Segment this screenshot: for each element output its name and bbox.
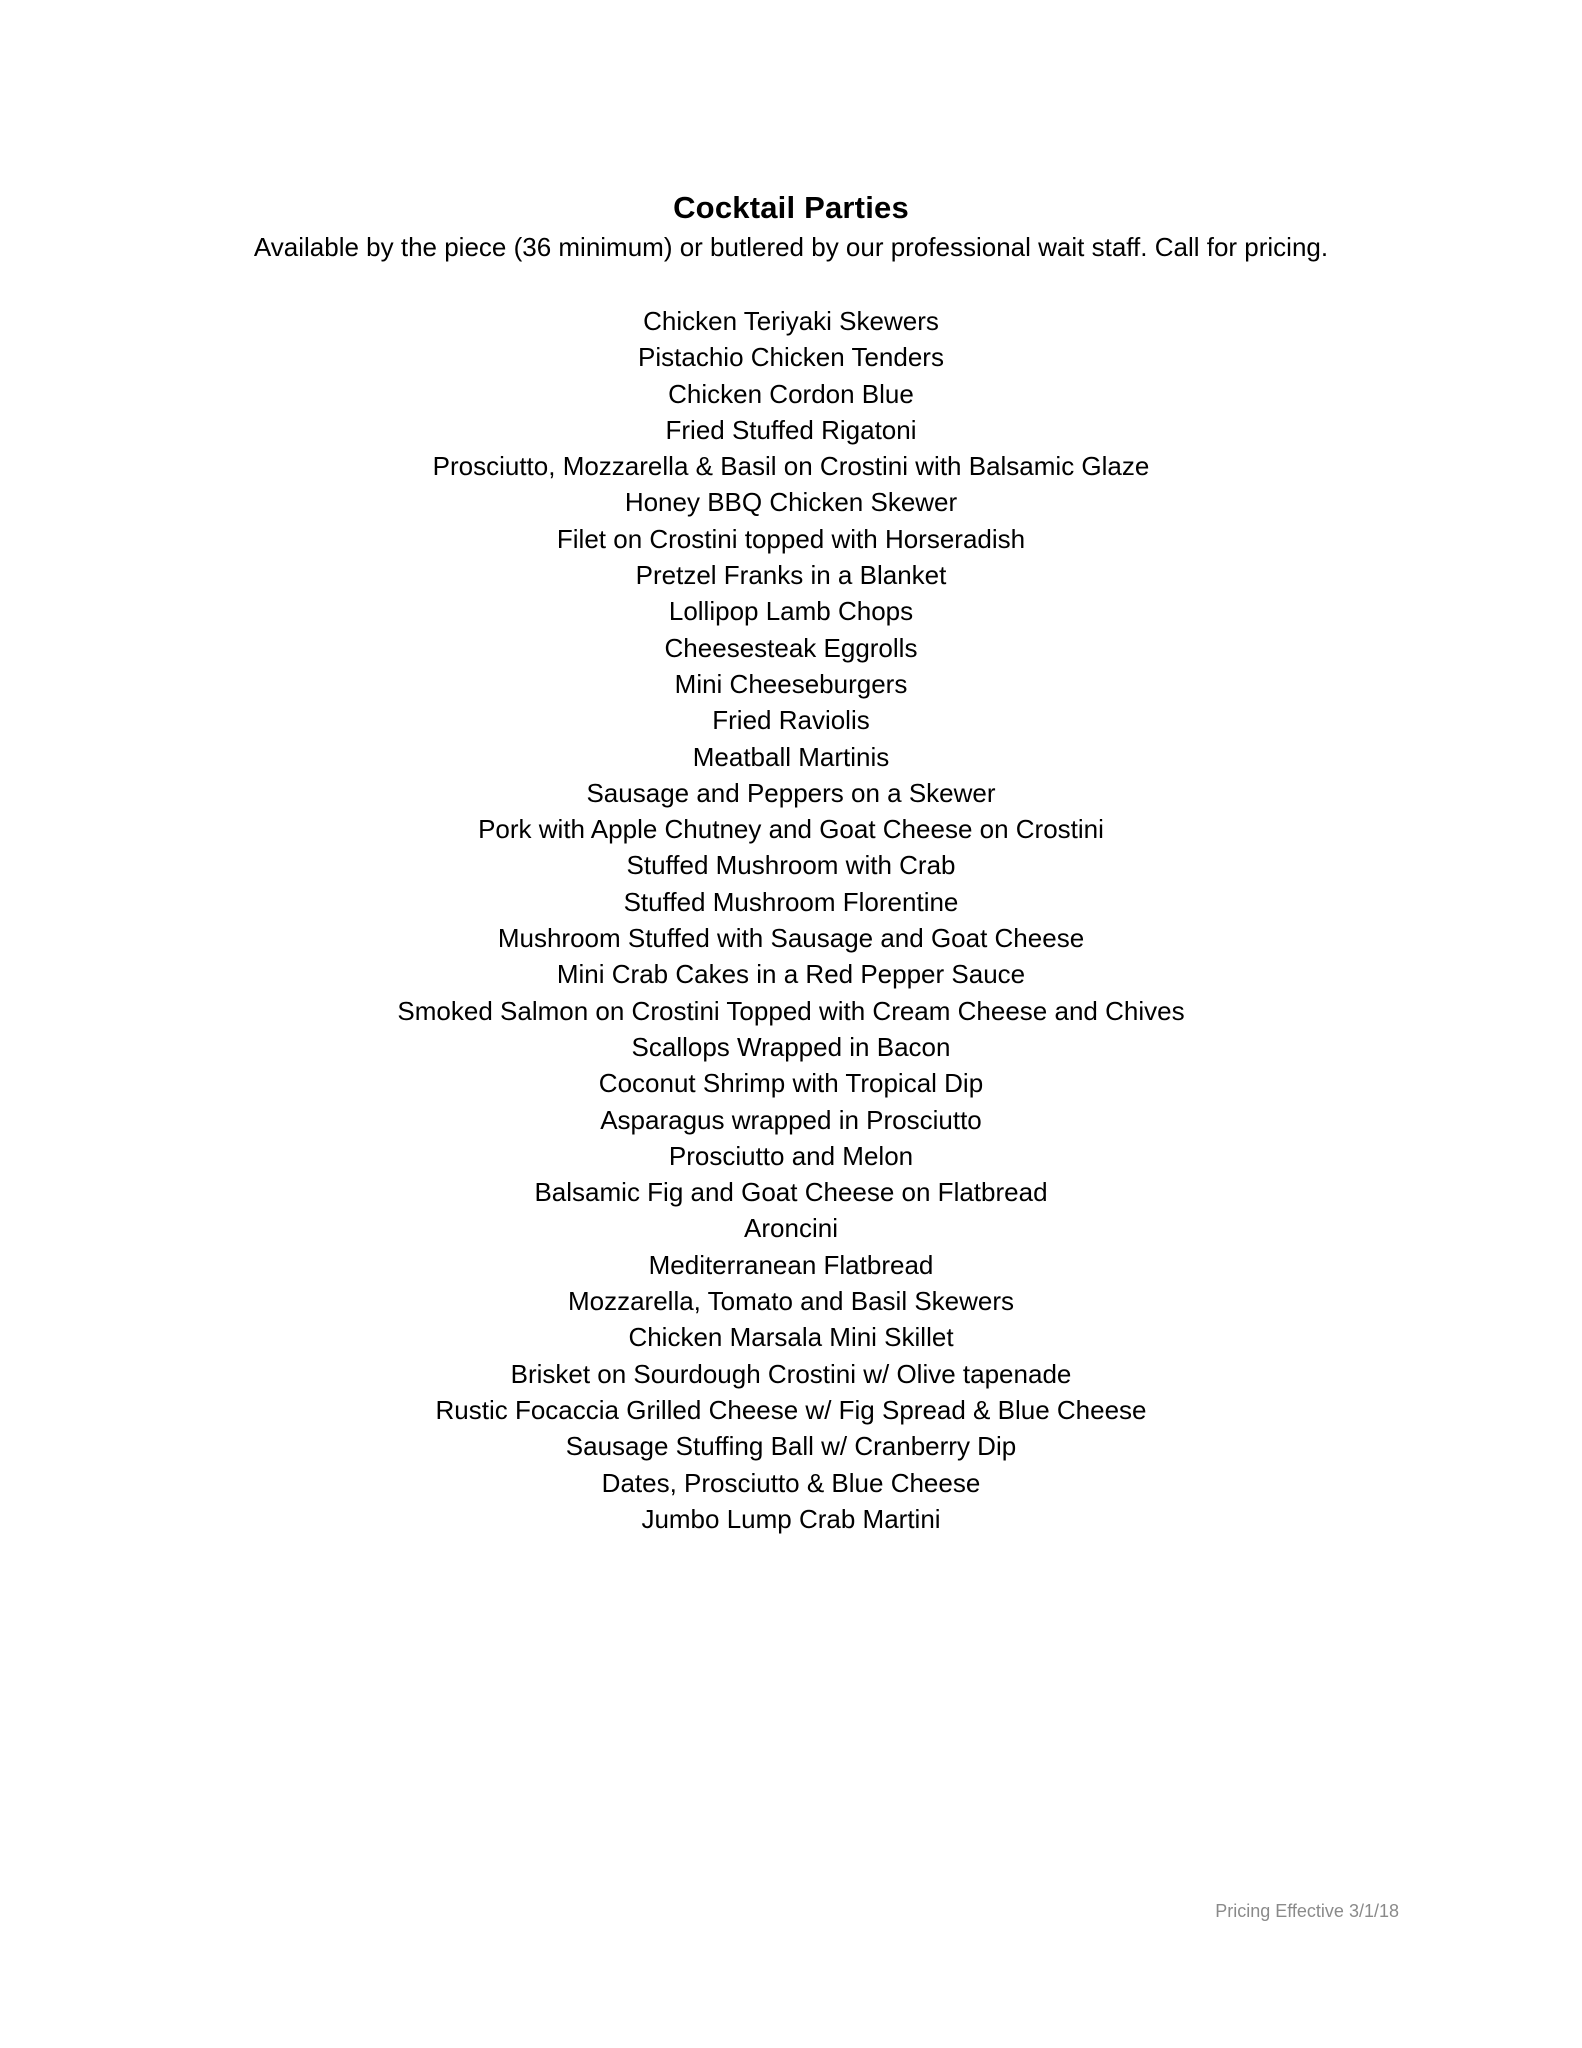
list-item: Scallops Wrapped in Bacon [631,1031,951,1062]
list-item: Brisket on Sourdough Crostini w/ Olive tapenade [510,1358,1072,1389]
list-item: Mushroom Stuffed with Sausage and Goat Cheese [497,923,1085,954]
list-item: Chicken Cordon Blue [668,378,914,409]
list-item: Chicken Marsala Mini Skillet [628,1322,954,1353]
list-item: Cheesesteak Eggrolls [664,632,918,663]
list-item: Pork with Apple Chutney and Goat Cheese on Crostini [478,814,1104,845]
list-item: Prosciutto, Mozzarella & Basil on Crostini with Balsamic Glaze [432,451,1150,482]
list-item: Mediterranean Flatbread [648,1249,934,1280]
list-item: Mini Crab Cakes in a Red Pepper Sauce [556,959,1026,990]
list-item: Stuffed Mushroom Florentine [623,886,959,917]
menu-item-list [0,303,1582,1537]
list-item: Pistachio Chicken Tenders [638,342,944,373]
list-item: Fried Raviolis [712,705,870,736]
list-item: Balsamic Fig and Goat Cheese on Flatbread [534,1177,1048,1208]
list-item: Mozzarella, Tomato and Basil Skewers [567,1286,1015,1317]
list-item: Sausage Stuffing Ball w/ Cranberry Dip [565,1431,1017,1462]
list-item: Stuffed Mushroom with Crab [626,850,956,881]
list-item: Pretzel Franks in a Blanket [635,560,947,591]
page-title: Cocktail Parties [673,190,909,225]
list-item: Filet on Crostini topped with Horseradish [556,523,1026,554]
page-subtitle: Available by the piece (36 minimum) or butlered by our professional wait staff. Call for pricing. [253,232,1329,262]
pricing-footer: Pricing Effective 3/1/18 [1215,1901,1399,1921]
list-item: Smoked Salmon on Crostini Topped with Cream Cheese and Chives [397,995,1185,1026]
list-item: Honey BBQ Chicken Skewer [624,487,958,518]
list-item: Aroncini [744,1213,838,1244]
list-item: Asparagus wrapped in Prosciutto [600,1104,982,1135]
list-item: Coconut Shrimp with Tropical Dip [598,1068,984,1099]
list-item: Fried Stuffed Rigatoni [665,414,917,445]
list-item: Prosciutto and Melon [668,1140,914,1171]
list-item: Sausage and Peppers on a Skewer [586,777,996,808]
list-item: Meatball Martinis [692,741,890,772]
list-item: Mini Cheeseburgers [674,668,908,699]
list-item: Rustic Focaccia Grilled Cheese w/ Fig Spread & Blue Cheese [435,1394,1147,1425]
list-item: Lollipop Lamb Chops [668,596,914,627]
list-item: Jumbo Lump Crab Martini [641,1503,941,1534]
list-item: Chicken Teriyaki Skewers [643,306,939,336]
list-item: Dates, Prosciutto & Blue Cheese [601,1467,981,1498]
